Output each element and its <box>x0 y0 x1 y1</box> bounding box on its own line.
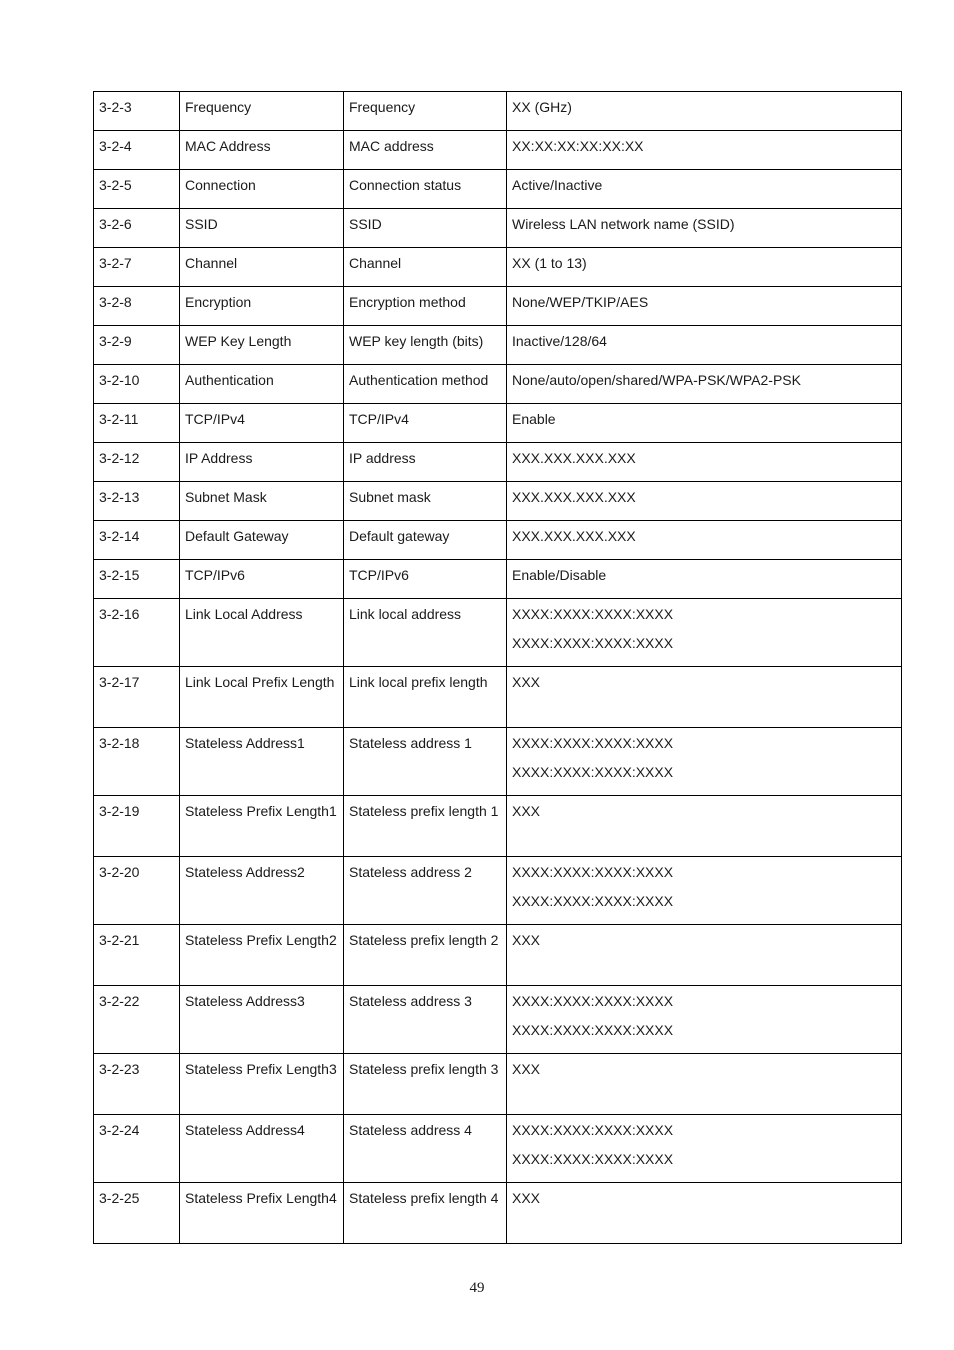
table-body <box>94 92 902 1244</box>
value-cell <box>507 925 902 986</box>
table-row <box>94 92 902 131</box>
description-cell: Stateless address 1 <box>344 728 507 796</box>
item-cell: Stateless Address2 <box>180 857 344 925</box>
item-cell: MAC Address <box>180 131 344 170</box>
value-line: None/auto/open/shared/WPA-PSK/WPA2-PSK <box>512 372 801 388</box>
description-cell: TCP/IPv4 <box>344 404 507 443</box>
number-cell: 3-2-6 <box>94 209 180 248</box>
number-cell: 3-2-5 <box>94 170 180 209</box>
value-line: XXXX:XXXX:XXXX:XXXX <box>512 635 674 651</box>
item-cell: Stateless Address3 <box>180 986 344 1054</box>
table-row <box>94 170 902 209</box>
description-cell: WEP key length (bits) <box>344 326 507 365</box>
item-cell: Frequency <box>180 92 344 131</box>
value-cell <box>507 404 902 443</box>
number-cell: 3-2-19 <box>94 796 180 857</box>
table-row <box>94 209 902 248</box>
table-row <box>94 925 902 986</box>
value-line: XXX.XXX.XXX.XXX <box>512 489 636 505</box>
number-cell: 3-2-14 <box>94 521 180 560</box>
item-cell: Authentication <box>180 365 344 404</box>
number-cell: 3-2-21 <box>94 925 180 986</box>
value-cell <box>507 92 902 131</box>
description-cell: MAC address <box>344 131 507 170</box>
page-number: 49 <box>469 1280 485 1296</box>
value-cell <box>507 599 902 667</box>
table-row <box>94 404 902 443</box>
value-cell <box>507 326 902 365</box>
item-cell: Stateless Prefix Length1 <box>180 796 344 857</box>
value-line: XXXX:XXXX:XXXX:XXXX <box>512 606 674 622</box>
number-cell: 3-2-24 <box>94 1115 180 1183</box>
number-cell: 3-2-23 <box>94 1054 180 1115</box>
description-cell: Link local address <box>344 599 507 667</box>
value-line: XXXX:XXXX:XXXX:XXXX <box>512 893 674 909</box>
value-cell <box>507 1183 902 1244</box>
description-cell: Stateless prefix length 1 <box>344 796 507 857</box>
value-line: Wireless LAN network name (SSID) <box>512 216 735 232</box>
table-row <box>94 326 902 365</box>
value-cell <box>507 986 902 1054</box>
description-cell: Authentication method <box>344 365 507 404</box>
value-line: Active/Inactive <box>512 177 603 193</box>
item-cell: Stateless Address4 <box>180 1115 344 1183</box>
value-line: XXX.XXX.XXX.XXX <box>512 528 636 544</box>
value-line: XXX.XXX.XXX.XXX <box>512 450 636 466</box>
item-cell: Link Local Address <box>180 599 344 667</box>
number-cell: 3-2-8 <box>94 287 180 326</box>
value-cell <box>507 365 902 404</box>
description-cell: Stateless prefix length 2 <box>344 925 507 986</box>
number-cell: 3-2-16 <box>94 599 180 667</box>
description-cell: Link local prefix length <box>344 667 507 728</box>
value-cell <box>507 287 902 326</box>
value-line: Enable <box>512 411 556 427</box>
value-cell <box>507 131 902 170</box>
value-cell <box>507 521 902 560</box>
value-line: Inactive/128/64 <box>512 333 607 349</box>
value-line: XXX <box>512 803 541 819</box>
description-cell: Subnet mask <box>344 482 507 521</box>
value-cell <box>507 667 902 728</box>
description-cell: Stateless prefix length 4 <box>344 1183 507 1244</box>
value-line: XXX <box>512 674 541 690</box>
table-row <box>94 287 902 326</box>
description-cell: Channel <box>344 248 507 287</box>
table-row <box>94 365 902 404</box>
description-cell: TCP/IPv6 <box>344 560 507 599</box>
description-cell: Frequency <box>344 92 507 131</box>
number-cell: 3-2-3 <box>94 92 180 131</box>
value-cell <box>507 560 902 599</box>
value-line: XX (1 to 13) <box>512 255 587 271</box>
description-cell: Stateless address 2 <box>344 857 507 925</box>
description-cell: Stateless prefix length 3 <box>344 1054 507 1115</box>
table-row <box>94 1115 902 1183</box>
item-cell: Stateless Address1 <box>180 728 344 796</box>
item-cell: Stateless Prefix Length2 <box>180 925 344 986</box>
value-line: XXXX:XXXX:XXXX:XXXX <box>512 864 674 880</box>
description-cell: IP address <box>344 443 507 482</box>
description-cell: Stateless address 3 <box>344 986 507 1054</box>
value-line: XX:XX:XX:XX:XX:XX <box>512 138 644 154</box>
item-cell: Encryption <box>180 287 344 326</box>
table-row <box>94 667 902 728</box>
value-line: XXXX:XXXX:XXXX:XXXX <box>512 1022 674 1038</box>
number-cell: 3-2-9 <box>94 326 180 365</box>
item-cell: SSID <box>180 209 344 248</box>
value-line: XXX <box>512 932 541 948</box>
table-row <box>94 986 902 1054</box>
item-cell: Connection <box>180 170 344 209</box>
item-cell: TCP/IPv6 <box>180 560 344 599</box>
number-cell: 3-2-17 <box>94 667 180 728</box>
value-line: XXX <box>512 1061 541 1077</box>
item-cell: Stateless Prefix Length4 <box>180 1183 344 1244</box>
table-row <box>94 521 902 560</box>
value-cell <box>507 443 902 482</box>
value-cell <box>507 1054 902 1115</box>
settings-table <box>93 91 902 1244</box>
number-cell: 3-2-12 <box>94 443 180 482</box>
description-cell: SSID <box>344 209 507 248</box>
number-cell: 3-2-4 <box>94 131 180 170</box>
table-row <box>94 560 902 599</box>
table-row <box>94 443 902 482</box>
item-cell: Subnet Mask <box>180 482 344 521</box>
value-cell <box>507 796 902 857</box>
value-line: Enable/Disable <box>512 567 607 583</box>
number-cell: 3-2-20 <box>94 857 180 925</box>
value-cell <box>507 170 902 209</box>
value-cell <box>507 1115 902 1183</box>
value-cell <box>507 857 902 925</box>
number-cell: 3-2-15 <box>94 560 180 599</box>
table-row <box>94 1183 902 1244</box>
table-row <box>94 1054 902 1115</box>
description-cell: Default gateway <box>344 521 507 560</box>
number-cell: 3-2-10 <box>94 365 180 404</box>
value-cell <box>507 209 902 248</box>
table-row <box>94 796 902 857</box>
table-row <box>94 131 902 170</box>
number-cell: 3-2-13 <box>94 482 180 521</box>
value-cell <box>507 248 902 287</box>
item-cell: TCP/IPv4 <box>180 404 344 443</box>
value-line: None/WEP/TKIP/AES <box>512 294 649 310</box>
number-cell: 3-2-25 <box>94 1183 180 1244</box>
value-line: XXXX:XXXX:XXXX:XXXX <box>512 764 674 780</box>
description-cell: Stateless address 4 <box>344 1115 507 1183</box>
value-line: XX (GHz) <box>512 99 572 115</box>
number-cell: 3-2-7 <box>94 248 180 287</box>
item-cell: Link Local Prefix Length <box>180 667 344 728</box>
number-cell: 3-2-18 <box>94 728 180 796</box>
number-cell: 3-2-11 <box>94 404 180 443</box>
table-row <box>94 599 902 667</box>
item-cell: Channel <box>180 248 344 287</box>
table-row <box>94 728 902 796</box>
value-line: XXXX:XXXX:XXXX:XXXX <box>512 735 674 751</box>
table-row <box>94 857 902 925</box>
value-line: XXXX:XXXX:XXXX:XXXX <box>512 993 674 1009</box>
item-cell: Stateless Prefix Length3 <box>180 1054 344 1115</box>
table-row <box>94 248 902 287</box>
table-row <box>94 482 902 521</box>
value-line: XXX <box>512 1190 541 1206</box>
item-cell: IP Address <box>180 443 344 482</box>
description-cell: Connection status <box>344 170 507 209</box>
description-cell: Encryption method <box>344 287 507 326</box>
value-cell <box>507 482 902 521</box>
item-cell: WEP Key Length <box>180 326 344 365</box>
item-cell: Default Gateway <box>180 521 344 560</box>
number-cell: 3-2-22 <box>94 986 180 1054</box>
value-line: XXXX:XXXX:XXXX:XXXX <box>512 1151 674 1167</box>
value-line: XXXX:XXXX:XXXX:XXXX <box>512 1122 674 1138</box>
value-cell <box>507 728 902 796</box>
